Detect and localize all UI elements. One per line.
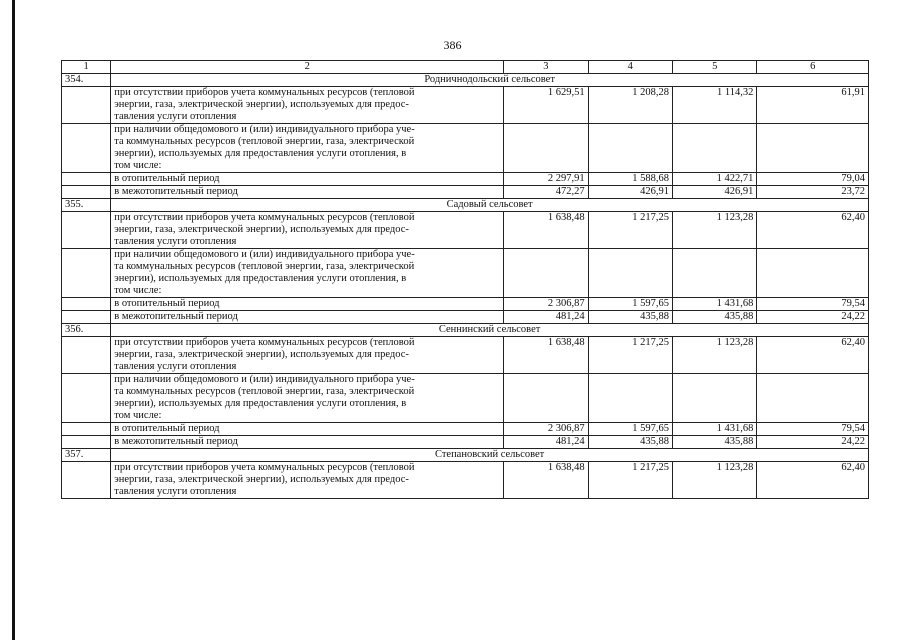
table-row: [62, 249, 869, 298]
table-row: [62, 186, 869, 199]
column-header: 6: [757, 61, 869, 74]
row-label: в межотопительный период: [111, 436, 504, 449]
cell-value: 1 114,32: [672, 87, 756, 124]
row-label: при наличии общедомового и (или) индивидуального прибора уче- та коммунальных ресурсов (тепловой энергии, газа, электрической энергии), используемых для предоставления услуги отопления, в том числе:: [114, 249, 415, 296]
cell-value: 62,40: [757, 212, 869, 249]
cell-value: 1 422,71: [672, 173, 756, 186]
table-row: [62, 337, 869, 374]
tariff-table: [61, 60, 869, 499]
section-row: [62, 74, 869, 87]
row-label: при отсутствии приборов учета коммунальных ресурсов (тепловой энергии, газа, электрической энергии), используемых для предос- тавления услуги отопления: [114, 212, 415, 247]
cell-value: 2 306,87: [504, 423, 588, 436]
cell-value: 79,04: [757, 173, 869, 186]
cell-value: 23,72: [757, 186, 869, 199]
column-header: 4: [588, 61, 672, 74]
section-number: 356.: [62, 324, 111, 337]
cell-value: 1 431,68: [672, 298, 756, 311]
row-label: при наличии общедомового и (или) индивидуального прибора уче- та коммунальных ресурсов (тепловой энергии, газа, электрической энергии), используемых для предоставления услуги отопления, в том числе:: [114, 374, 415, 421]
table-row: [62, 462, 869, 499]
table-row: [62, 374, 869, 423]
cell-value: 79,54: [757, 298, 869, 311]
cell-value: 2 306,87: [504, 298, 588, 311]
cell-value: 426,91: [672, 186, 756, 199]
table-row: [62, 124, 869, 173]
section-row: [62, 449, 869, 462]
cell-value: 1 597,65: [588, 298, 672, 311]
cell-value: 1 638,48: [504, 337, 588, 374]
column-header: 5: [672, 61, 756, 74]
cell-value: 61,91: [757, 87, 869, 124]
cell-value: 435,88: [672, 436, 756, 449]
column-header: 2: [111, 61, 504, 74]
cell-value: 2 297,91: [504, 173, 588, 186]
cell-value: 1 629,51: [504, 87, 588, 124]
section-name: Сеннинский сельсовет: [111, 324, 869, 337]
cell-value: 435,88: [588, 311, 672, 324]
cell-value: 435,88: [672, 311, 756, 324]
cell-value: 62,40: [757, 337, 869, 374]
table-row: [62, 298, 869, 311]
row-label: при наличии общедомового и (или) индивидуального прибора уче- та коммунальных ресурсов (тепловой энергии, газа, электрической энергии), используемых для предоставления услуги отопления, в том числе:: [114, 124, 415, 171]
table-row: [62, 423, 869, 436]
cell-value: 1 217,25: [588, 337, 672, 374]
section-number: 357.: [62, 449, 111, 462]
column-header-row: [62, 61, 869, 74]
cell-value: 62,40: [757, 462, 869, 499]
cell-value: 1 208,28: [588, 87, 672, 124]
cell-value: 481,24: [504, 436, 588, 449]
section-row: [62, 324, 869, 337]
cell-value: 79,54: [757, 423, 869, 436]
cell-value: 481,24: [504, 311, 588, 324]
cell-value: 435,88: [588, 436, 672, 449]
section-name: Степановский сельсовет: [111, 449, 869, 462]
column-header: 1: [62, 61, 111, 74]
table-row: [62, 87, 869, 124]
row-label: в отопительный период: [111, 423, 504, 436]
row-label: в межотопительный период: [111, 186, 504, 199]
row-label: при отсутствии приборов учета коммунальных ресурсов (тепловой энергии, газа, электрической энергии), используемых для предос- тавления услуги отопления: [114, 462, 415, 497]
page-number: 386: [443, 38, 462, 52]
cell-value: 1 638,48: [504, 462, 588, 499]
cell-value: 472,27: [504, 186, 588, 199]
cell-value: 1 123,28: [672, 212, 756, 249]
table-row: [62, 173, 869, 186]
table-row: [62, 311, 869, 324]
cell-value: 1 431,68: [672, 423, 756, 436]
table-row: [62, 436, 869, 449]
row-label: при отсутствии приборов учета коммунальных ресурсов (тепловой энергии, газа, электрической энергии), используемых для предос- тавления услуги отопления: [114, 87, 415, 122]
cell-value: 1 638,48: [504, 212, 588, 249]
page-edge-bar: [12, 0, 15, 640]
row-label: при отсутствии приборов учета коммунальных ресурсов (тепловой энергии, газа, электрической энергии), используемых для предос- тавления услуги отопления: [114, 337, 415, 372]
row-label: в межотопительный период: [111, 311, 504, 324]
cell-value: 24,22: [757, 311, 869, 324]
section-number: 355.: [62, 199, 111, 212]
cell-value: 1 217,25: [588, 462, 672, 499]
cell-value: 1 123,28: [672, 337, 756, 374]
cell-value: 426,91: [588, 186, 672, 199]
section-row: [62, 199, 869, 212]
column-header: 3: [504, 61, 588, 74]
cell-value: 1 217,25: [588, 212, 672, 249]
cell-value: 1 588,68: [588, 173, 672, 186]
section-name: Садовый сельсовет: [111, 199, 869, 212]
row-label: в отопительный период: [111, 298, 504, 311]
cell-value: 24,22: [757, 436, 869, 449]
table-row: [62, 212, 869, 249]
cell-value: 1 123,28: [672, 462, 756, 499]
section-name: Родничнодольский сельсовет: [111, 74, 869, 87]
row-label: в отопительный период: [111, 173, 504, 186]
section-number: 354.: [62, 74, 111, 87]
cell-value: 1 597,65: [588, 423, 672, 436]
